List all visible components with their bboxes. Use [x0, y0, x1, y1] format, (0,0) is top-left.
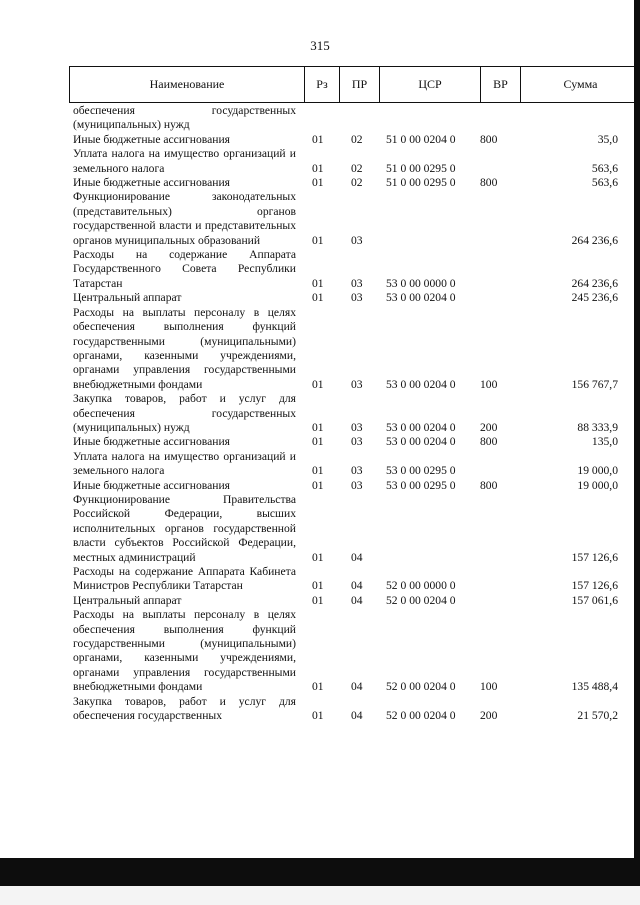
- row-sum: 157 126,6: [571, 550, 618, 564]
- row-pr: 03: [351, 276, 363, 290]
- header-pr: ПР: [339, 67, 379, 102]
- row-rz: 01: [312, 161, 324, 175]
- row-rz: 01: [312, 233, 324, 247]
- row-csr: 53 0 00 0204 0: [386, 377, 456, 391]
- row-pr: 04: [351, 550, 363, 564]
- row-name: Уплата налога на имущество организаций и земельного налога: [73, 449, 296, 478]
- header-rz: Рз: [304, 67, 339, 102]
- table-row: [73, 306, 618, 392]
- row-pr: 03: [351, 478, 363, 492]
- row-name: Уплата налога на имущество организаций и земельного налога: [73, 147, 296, 175]
- row-pr: 02: [351, 161, 363, 175]
- row-vr: 800: [480, 478, 498, 492]
- row-pr: 03: [351, 377, 363, 391]
- row-sum: 157 126,6: [571, 579, 618, 593]
- table-row: [73, 248, 618, 291]
- row-name: Центральный аппарат: [73, 593, 182, 607]
- row-pr: 03: [351, 464, 363, 478]
- row-sum: 21 570,2: [577, 709, 618, 723]
- header-name: Наименование: [69, 67, 304, 102]
- row-vr: 800: [480, 176, 498, 190]
- header-csr: ЦСР: [379, 67, 480, 102]
- row-pr: 03: [351, 420, 363, 434]
- table-header: [69, 66, 640, 103]
- row-sum: 563,6: [591, 176, 618, 190]
- scan-bottom-band: [0, 858, 634, 886]
- row-csr: 53 0 00 0204 0: [386, 291, 456, 305]
- row-pr: 03: [351, 291, 363, 305]
- row-pr: 04: [351, 579, 363, 593]
- row-rz: 01: [312, 709, 324, 723]
- row-sum: 88 333,9: [577, 420, 618, 434]
- row-csr: 52 0 00 0204 0: [386, 593, 456, 607]
- row-csr: 51 0 00 0295 0: [386, 161, 456, 175]
- row-name: обеспечения государственных (муниципальных) нужд: [73, 104, 296, 132]
- row-csr: 51 0 00 0295 0: [386, 176, 456, 190]
- table-row: [73, 479, 618, 493]
- row-csr: 52 0 00 0204 0: [386, 680, 456, 694]
- table-row: [73, 493, 618, 565]
- table-row: [73, 176, 618, 190]
- row-csr: 53 0 00 0000 0: [386, 276, 456, 290]
- scan-bottom-margin: [0, 886, 640, 905]
- row-sum: 135,0: [591, 435, 618, 449]
- table-body: [73, 104, 618, 723]
- row-rz: 01: [312, 464, 324, 478]
- table-row: [73, 104, 618, 133]
- row-rz: 01: [312, 478, 324, 492]
- row-rz: 01: [312, 176, 324, 190]
- row-sum: 135 488,4: [571, 680, 618, 694]
- row-name: Центральный аппарат: [73, 291, 182, 305]
- row-name: Иные бюджетные ассигнования: [73, 176, 230, 190]
- row-sum: 19 000,0: [577, 464, 618, 478]
- row-rz: 01: [312, 420, 324, 434]
- row-csr: 53 0 00 0295 0: [386, 478, 456, 492]
- row-vr: 800: [480, 435, 498, 449]
- row-name: Функционирование Правительства Российской Федерации, высших исполнительных органов государственной власти субъектов Российской Федерации, местных администраций: [73, 492, 296, 564]
- row-rz: 01: [312, 680, 324, 694]
- row-sum: 264 236,6: [571, 233, 618, 247]
- row-sum: 157 061,6: [571, 593, 618, 607]
- row-name: Расходы на выплаты персоналу в целях обеспечения выполнения функций государственными (муниципальными) органами, казенными учреждениями, органами управления государственными внебюджетными фондами: [73, 608, 296, 694]
- table-row: [73, 291, 618, 305]
- row-vr: 200: [480, 709, 498, 723]
- table-row: [73, 147, 618, 176]
- page-number: 315: [310, 38, 330, 53]
- row-rz: 01: [312, 593, 324, 607]
- row-vr: 200: [480, 420, 498, 434]
- row-sum: 156 767,7: [571, 377, 618, 391]
- table-row: [73, 608, 618, 694]
- scan-edge: [634, 0, 640, 905]
- row-rz: 01: [312, 579, 324, 593]
- row-rz: 01: [312, 377, 324, 391]
- row-name: Закупка товаров, работ и услуг для обеспечения государственных (муниципальных) нужд: [73, 392, 296, 434]
- row-pr: 02: [351, 132, 363, 146]
- table-row: [73, 190, 618, 248]
- row-pr: 03: [351, 233, 363, 247]
- row-pr: 02: [351, 176, 363, 190]
- row-csr: 52 0 00 0000 0: [386, 579, 456, 593]
- row-sum: 19 000,0: [577, 478, 618, 492]
- row-sum: 245 236,6: [571, 291, 618, 305]
- row-name: Иные бюджетные ассигнования: [73, 132, 230, 146]
- table-row: [73, 594, 618, 608]
- row-rz: 01: [312, 435, 324, 449]
- header-sum: Сумма: [520, 67, 640, 102]
- table-row: [73, 392, 618, 435]
- row-vr: 100: [480, 377, 498, 391]
- row-sum: 563,6: [591, 161, 618, 175]
- row-rz: 01: [312, 550, 324, 564]
- row-pr: 04: [351, 680, 363, 694]
- row-name: Функционирование законодательных (представительных) органов государственной власти и представительных органов муниципальных образований: [73, 190, 296, 247]
- row-sum: 35,0: [597, 132, 618, 146]
- row-name: Расходы на выплаты персоналу в целях обеспечения выполнения функций государственными (муниципальными) органами, казенными учреждениями, органами управления государственными внебюджетными фондами: [73, 305, 296, 391]
- row-rz: 01: [312, 291, 324, 305]
- row-sum: 264 236,6: [571, 276, 618, 290]
- table-row: [73, 695, 618, 724]
- row-rz: 01: [312, 276, 324, 290]
- table-row: [73, 435, 618, 449]
- row-pr: 03: [351, 435, 363, 449]
- row-pr: 04: [351, 593, 363, 607]
- table-row: [73, 133, 618, 147]
- row-name: Иные бюджетные ассигнования: [73, 435, 230, 449]
- row-name: Закупка товаров, работ и услуг для обеспечения государственных: [73, 694, 296, 723]
- row-csr: 53 0 00 0295 0: [386, 464, 456, 478]
- row-name: Иные бюджетные ассигнования: [73, 478, 230, 492]
- row-csr: 53 0 00 0204 0: [386, 420, 456, 434]
- row-csr: 52 0 00 0204 0: [386, 709, 456, 723]
- table-row: [73, 450, 618, 479]
- table-row: [73, 565, 618, 594]
- row-csr: 53 0 00 0204 0: [386, 435, 456, 449]
- row-vr: 100: [480, 680, 498, 694]
- row-csr: 51 0 00 0204 0: [386, 132, 456, 146]
- row-name: Расходы на содержание Аппарата Государственного Совета Республики Татарстан: [73, 248, 296, 290]
- row-pr: 04: [351, 709, 363, 723]
- row-name: Расходы на содержание Аппарата Кабинета Министров Республики Татарстан: [73, 565, 296, 593]
- header-vr: ВР: [480, 67, 520, 102]
- row-vr: 800: [480, 132, 498, 146]
- row-rz: 01: [312, 132, 324, 146]
